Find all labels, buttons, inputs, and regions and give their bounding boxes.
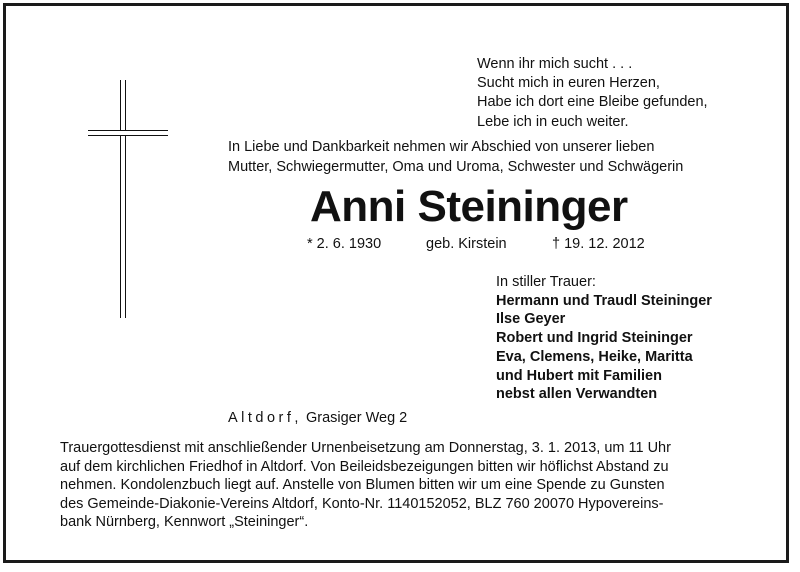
mourner-name: Robert und Ingrid Steininger	[496, 330, 693, 347]
mourner-name: Eva, Clemens, Heike, Maritta	[496, 348, 693, 365]
service-line: bank Nürnberg, Kennwort „Steininger“.	[60, 514, 309, 530]
birth-date: * 2. 6. 1930	[307, 236, 382, 252]
address-town: Altdorf,	[228, 410, 302, 426]
poem-line: Habe ich dort eine Bleibe gefunden,	[477, 94, 708, 111]
address	[228, 410, 407, 426]
mourner-name: nebst allen Verwandten	[496, 386, 658, 403]
poem-line: Lebe ich in euch weiter.	[477, 113, 629, 130]
poem-line: Wenn ihr mich sucht . . .	[477, 56, 633, 72]
intro-line: In Liebe und Dankbarkeit nehmen wir Abschied von unserer lieben	[228, 139, 655, 155]
death-date: † 19. 12. 2012	[552, 236, 645, 252]
intro-line: Mutter, Schwiegermutter, Oma und Uroma, Schwester und Schwägerin	[228, 158, 684, 175]
mourner-name: Ilse Geyer	[496, 311, 566, 328]
maiden-name: geb. Kirstein	[426, 236, 507, 252]
service-line: auf dem kirchlichen Friedhof in Altdorf. Von Beileidsbezeigungen bitten wir höflichst Abstand zu	[60, 458, 669, 475]
mourners-heading: In stiller Trauer:	[496, 274, 596, 290]
address-street: Grasiger Weg 2	[301, 410, 408, 426]
deceased-name: Anni Steininger	[310, 182, 628, 231]
service-line: nehmen. Kondolenzbuch liegt auf. Anstelle von Blumen bitten wir um eine Spende zu Gunsten	[60, 477, 665, 493]
intro-text	[228, 138, 683, 177]
poem-line: Sucht mich in euren Herzen,	[477, 75, 660, 92]
service-line: Trauergottesdienst mit anschließender Urnenbeisetzung am Donnerstag, 3. 1. 2013, um 11 Uhr	[60, 440, 671, 456]
mourner-name: Hermann und Traudl Steininger	[496, 292, 712, 309]
service-info	[60, 439, 740, 532]
mourner-name: und Hubert mit Familien	[496, 367, 662, 384]
service-line: des Gemeinde-Diakonie-Vereins Altdorf, Konto-Nr. 1140152052, BLZ 760 20070 Hypovereins-	[60, 495, 664, 512]
mourners-list	[496, 273, 712, 404]
poem	[477, 55, 708, 132]
